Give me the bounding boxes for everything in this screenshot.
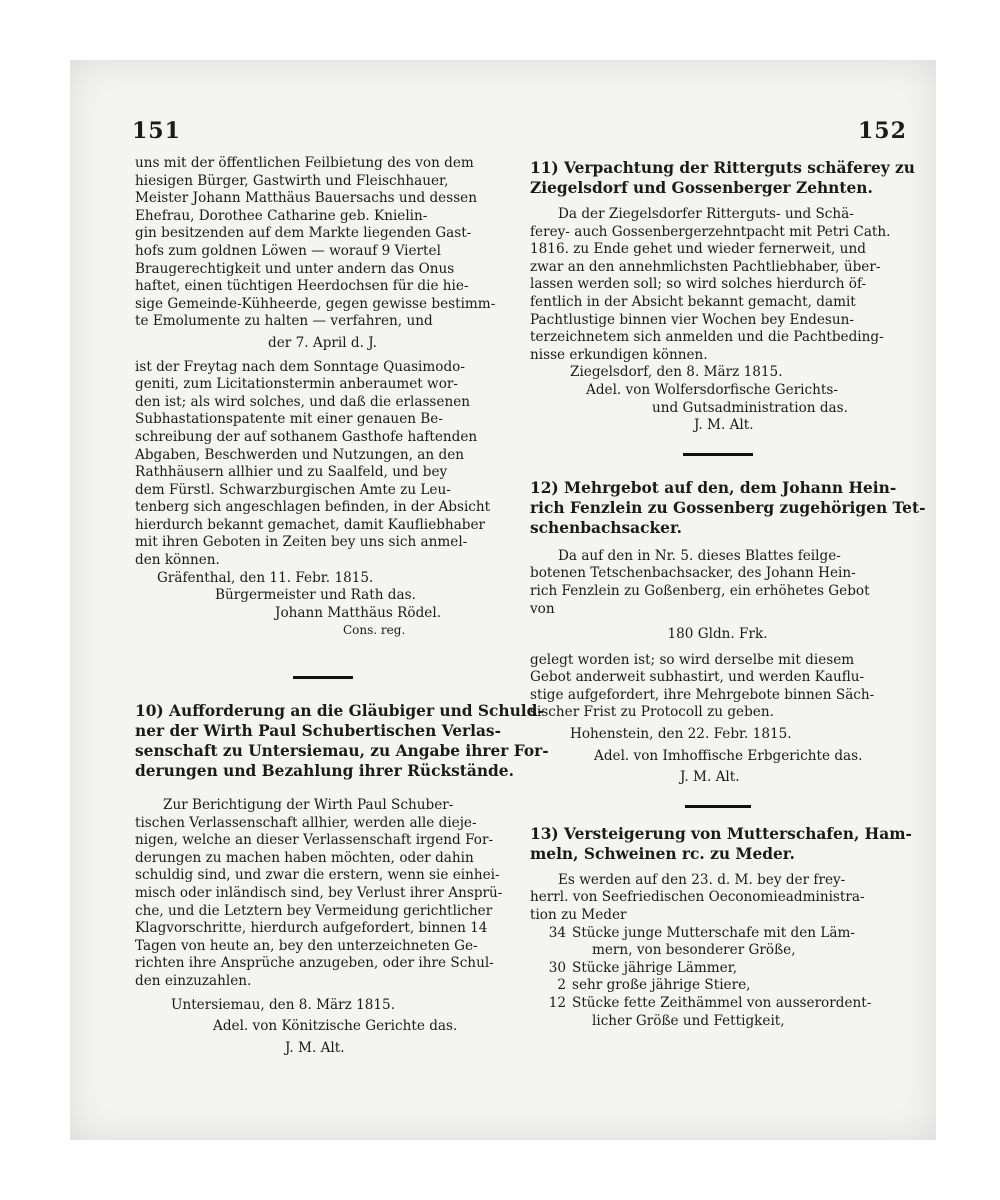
text-line: Zur Berichtigung der Wirth Paul Schuber- [163, 797, 454, 814]
text-line: te Emolumente zu halten — verfahren, und [135, 313, 433, 330]
text-line: sischer Frist zu Protocoll zu geben. [530, 704, 774, 721]
text-line: dem Fürstl. Schwarzburgischen Amte zu Leu- [135, 481, 451, 498]
text-line: gelegt worden ist; so wird derselbe mit diesem [530, 651, 855, 668]
text-line: Es werden auf den 23. d. M. bey der frey- [558, 871, 846, 888]
section-13-heading [530, 824, 912, 864]
section-10-heading [135, 701, 549, 781]
list-item [530, 925, 905, 960]
text-line: Pachtlustige binnen vier Wochen bey Endesun- [530, 311, 854, 328]
list-item [530, 960, 905, 978]
text-line: Subhastationspatente mit einer genauen Be- [135, 411, 443, 428]
signature-council: Bürgermeister und Rath das. [215, 587, 416, 604]
text-line: zwar an den annehmlichsten Pachtliebhaber, über- [530, 258, 881, 275]
text-line: 11) Verpachtung der Ritterguts schäferey zu [530, 159, 915, 177]
text-line: derungen und Bezahlung ihrer Rückstände. [135, 762, 514, 781]
text-line: stige aufgefordert, ihre Mehrgebote binnen Säch- [530, 686, 875, 703]
text-line: misch oder inländisch sind, bey Verlust ihrer Ansprü- [135, 885, 503, 901]
item-quantity: 34 [548, 924, 566, 941]
text-line: Meister Johann Matthäus Bauersachs und dessen [135, 190, 477, 207]
text-line: mit ihren Geboten in Zeiten bey uns sich anmel- [135, 534, 468, 551]
text-line: derungen zu machen haben möchten, oder dahin [135, 849, 474, 866]
text-line: ist der Freytag nach dem Sonntage Quasimodo- [135, 358, 465, 375]
text-line: herrl. von Seefriedischen Oeconomieadministra- [530, 889, 865, 906]
text-line: che, und die Letztern bey Vermeidung gerichtlicher [135, 902, 493, 919]
list-item [530, 995, 905, 1030]
left-column [135, 155, 549, 1057]
text-line: Gebot anderweit subhastirt, und werden Kauflu- [530, 669, 865, 686]
text-line: 1816. zu Ende gehet und wieder fernerweit, und [530, 241, 866, 258]
section-10-place-date: Untersiemau, den 8. März 1815. [171, 996, 396, 1013]
text-line: 13) Versteigerung von Mutterschafen, Ham- [530, 824, 912, 843]
page-number-left: 151 [132, 118, 181, 144]
text-line: meln, Schweinen rc. zu Meder. [530, 844, 795, 863]
text-line: schreibung der auf sothanem Gasthofe haftenden [135, 428, 478, 445]
text-line: fentlich in der Absicht bekannt gemacht, damit [530, 293, 856, 310]
item-text: Stücke junge Mutterschafe mit den Läm- [572, 924, 855, 941]
text-line: Ehefrau, Dorothee Catharine geb. Knielin- [135, 207, 428, 224]
section-13-items [530, 925, 905, 1031]
continued-paragraph-2 [135, 359, 510, 570]
text-line: 12) Mehrgebot auf den, dem Johann Hein- [530, 478, 897, 497]
item-quantity: 30 [548, 959, 566, 976]
text-line: hierdurch bekannt gemachet, damit Kaufliebhaber [135, 516, 486, 533]
section-10-signature-name: J. M. Alt. [285, 1039, 345, 1056]
text-line: nigen, welche an dieser Verlassenschaft irgend For- [135, 832, 494, 849]
text-line: tenberg sich angeschlagen befinden, in der Absicht [135, 499, 491, 516]
text-line: hofs zum goldnen Löwen — worauf 9 Viertel [135, 242, 441, 259]
text-line: ner der Wirth Paul Schubertischen Verlas- [135, 722, 501, 741]
auction-date: der 7. April d. J. [268, 334, 377, 351]
text-line: Abgaben, Beschwerden und Nutzungen, an den [135, 446, 464, 463]
text-line: Rathhäusern allhier und zu Saalfeld, und bey [135, 464, 448, 481]
text-line: den einzuzahlen. [135, 972, 252, 989]
text-line: Klagvorschritte, hierdurch aufgefordert, binnen 14 [135, 920, 488, 937]
section-12-amount: 180 Gldn. Frk. [667, 626, 768, 643]
section-11-signature: Adel. von Wolfersdorfische Gerichts- [586, 381, 838, 398]
text-line: hiesigen Bürger, Gastwirth und Fleischhauer, [135, 172, 449, 189]
item-text: Stücke jährige Lämmer, [572, 959, 738, 976]
section-12-signature-name: J. M. Alt. [680, 769, 740, 786]
text-line: den können. [135, 552, 220, 569]
item-text-continued: mern, von besonderer Größe, [592, 942, 796, 959]
text-line: richten ihre Ansprüche anzugeben, oder ihre Schul- [135, 955, 494, 972]
place-date: Gräfenthal, den 11. Febr. 1815. [157, 569, 374, 586]
text-line: Braugerechtigkeit und unter andern das Onus [135, 260, 455, 277]
section-12-body-2 [530, 652, 905, 722]
page-number-right: 152 [858, 118, 907, 144]
section-10-body [135, 797, 510, 991]
item-quantity: 2 [557, 977, 566, 994]
text-line: botenen Tetschenbachsacker, des Johann Hein- [530, 565, 856, 582]
text-line: uns mit der öffentlichen Feilbietung des von dem [135, 155, 474, 171]
text-line: rich Fenzlein zu Goßenberg, ein erhöhetes Gebot [530, 582, 870, 599]
item-quantity: 12 [548, 995, 566, 1011]
text-line: tischen Verlassenschaft allhier, werden alle dieje- [135, 814, 477, 831]
list-item [530, 977, 905, 995]
text-line: nisse erkundigen können. [530, 346, 708, 363]
text-line: den ist; als wird solches, und daß die erlassenen [135, 393, 471, 410]
section-12-signature: Adel. von Imhoffische Erbgerichte das. [594, 747, 863, 764]
text-line: von [530, 600, 555, 617]
section-10-signature: Adel. von Könitzische Gerichte das. [213, 1018, 458, 1035]
section-divider [683, 453, 753, 456]
text-line: tion zu Meder [530, 907, 627, 924]
section-11-signature-2: und Gutsadministration das. [652, 399, 848, 416]
text-line: 10) Aufforderung an die Gläubiger und Schuld- [135, 702, 544, 721]
section-11-body [530, 206, 905, 364]
text-line: lassen werden soll; so wird solches hierdurch öf- [530, 276, 867, 293]
section-divider [685, 805, 751, 808]
item-text-continued: licher Größe und Fettigkeit, [592, 1012, 785, 1029]
text-line: Ziegelsdorf und Gossenberger Zehnten. [530, 179, 873, 197]
text-line: geniti, zum Licitationstermin anberaumet wor- [135, 376, 458, 393]
text-line: Da auf den in Nr. 5. dieses Blattes feilge- [558, 547, 841, 564]
section-11-heading [530, 158, 915, 198]
text-line: haftet, einen tüchtigen Heerdochsen für die hie- [135, 278, 469, 295]
section-11-signature-name: J. M. Alt. [694, 417, 754, 434]
section-11-place-date: Ziegelsdorf, den 8. März 1815. [570, 364, 783, 381]
section-divider [293, 676, 353, 679]
signature-name: Johann Matthäus Rödel. [275, 604, 442, 621]
item-text: Stücke fette Zeithämmel von ausserordent- [572, 995, 872, 1011]
signature-cons-reg: Cons. reg. [343, 623, 406, 638]
text-line: schenbachsacker. [530, 518, 683, 537]
section-12-place-date: Hohenstein, den 22. Febr. 1815. [570, 726, 792, 743]
text-line: sige Gemeinde-Kühheerde, gegen gewisse bestimm- [135, 295, 496, 312]
section-12-heading [530, 478, 926, 538]
text-line: schuldig sind, und zwar die erstern, wenn sie einhei- [135, 867, 500, 884]
text-line: terzeichnetem sich anmelden und die Pachtbeding- [530, 329, 884, 346]
item-text: sehr große jährige Stiere, [572, 977, 751, 994]
text-line: Tagen von heute an, bey den unterzeichneten Ge- [135, 937, 478, 954]
text-line: ferey- auch Gossenbergerzehntpacht mit Petri Cath. [530, 223, 891, 240]
text-line: rich Fenzlein zu Gossenberg zugehörigen Tet- [530, 498, 926, 517]
text-line: Da der Ziegelsdorfer Ritterguts- und Schä- [558, 206, 854, 222]
text-line: gin besitzenden auf dem Markte liegenden Gast- [135, 225, 472, 242]
section-13-body [530, 872, 905, 925]
right-column [530, 158, 926, 1030]
continued-paragraph [135, 155, 510, 331]
section-12-body [530, 548, 905, 618]
text-line: senschaft zu Untersiemau, zu Angabe ihrer For- [135, 742, 549, 761]
